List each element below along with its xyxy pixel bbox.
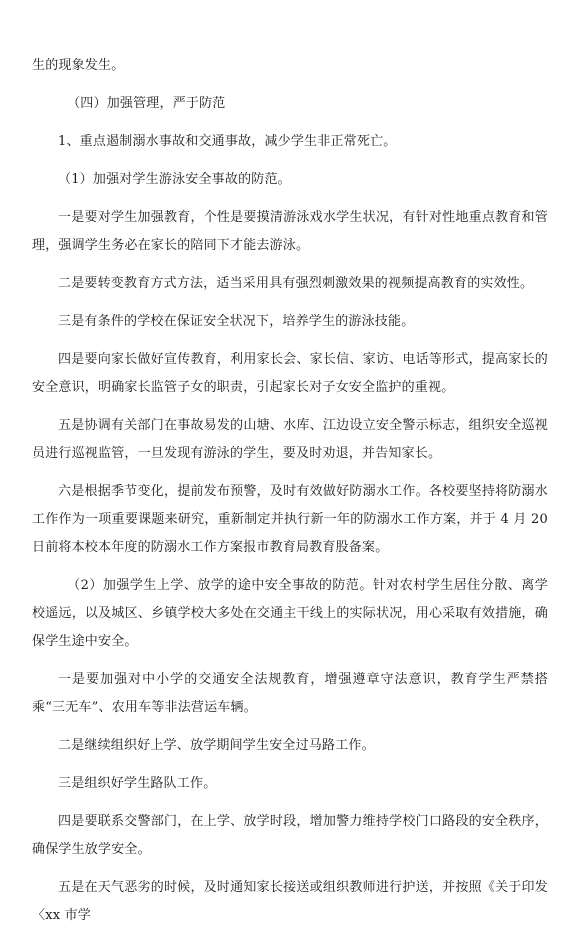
paragraph-commute-2: 二是继续组织好上学、放学期间学生安全过马路工作。 (58, 738, 375, 753)
paragraph-commute-4: 四是要联系交警部门，在上学、放学时段，增加警力维持学校门口路段的安全秩序，确保学生放学安全。 (32, 814, 548, 857)
section-heading: （四）加强管理，严于防范 (67, 96, 226, 111)
document-page (32, 52, 548, 940)
paragraph-point-2: 二是要转变教育方式方法，适当采用具有强烈刺激效果的视频提高教育的实效性。 (58, 276, 534, 291)
paragraph-commute-3: 三是组织好学生路队工作。 (58, 776, 217, 791)
paragraph-point-5: 五是协调有关部门在事故易发的山塘、水库、江边设立安全警示标志，组织安全巡视员进行巡视监管，一旦发现有游泳的学生，要及时劝退，并告知家长。 (32, 418, 548, 461)
paragraph-point-1: 一是要对学生加强教育，个性是要摸清游泳戏水学生状况，有针对性地重点教育和管理，强调学生务必在家长的陪同下才能去游泳。 (32, 210, 548, 253)
item-heading-commute: （2）加强学生上学、放学的途中安全事故的防范。针对农村学生居住分散、离学校遥远，以及城区、乡镇学校大多处在交通主干线上的实际状况，用心采取有效措施，确保学生途中安全。 (32, 578, 548, 649)
subsection-heading: 1、重点遏制溺水事故和交通事故，减少学生非正常死亡。 (58, 134, 397, 149)
paragraph-point-6: 六是根据季节变化，提前发布预警，及时有效做好防溺水工作。各校要坚持将防溺水工作作为一项重要课题来研究，重新制定并执行新一年的防溺水工作方案，并于 4 月 20 日前将本校本年度的防溺水工作方案报市教育局教育股备案。 (32, 484, 548, 555)
item-heading-swimming: （1）加强对学生游泳安全事故的防范。 (58, 172, 291, 187)
paragraph-point-3: 三是有条件的学校在保证安全状况下，培养学生的游泳技能。 (58, 314, 415, 329)
paragraph-continuation: 生的现象发生。 (32, 58, 125, 73)
paragraph-commute-5: 五是在天气恶劣的时候，及时通知家长接送或组织教师进行护送，并按照《关于印发〈xx 市学 (32, 880, 548, 923)
paragraph-commute-1: 一是要加强对中小学的交通安全法规教育，增强遵章守法意识，教育学生严禁搭乘“三无车”、农用车等非法营运车辆。 (32, 672, 548, 715)
paragraph-point-4: 四是要向家长做好宣传教育，利用家长会、家长信、家访、电话等形式，提高家长的安全意识，明确家长监管子女的职责，引起家长对子女安全监护的重视。 (32, 352, 548, 395)
